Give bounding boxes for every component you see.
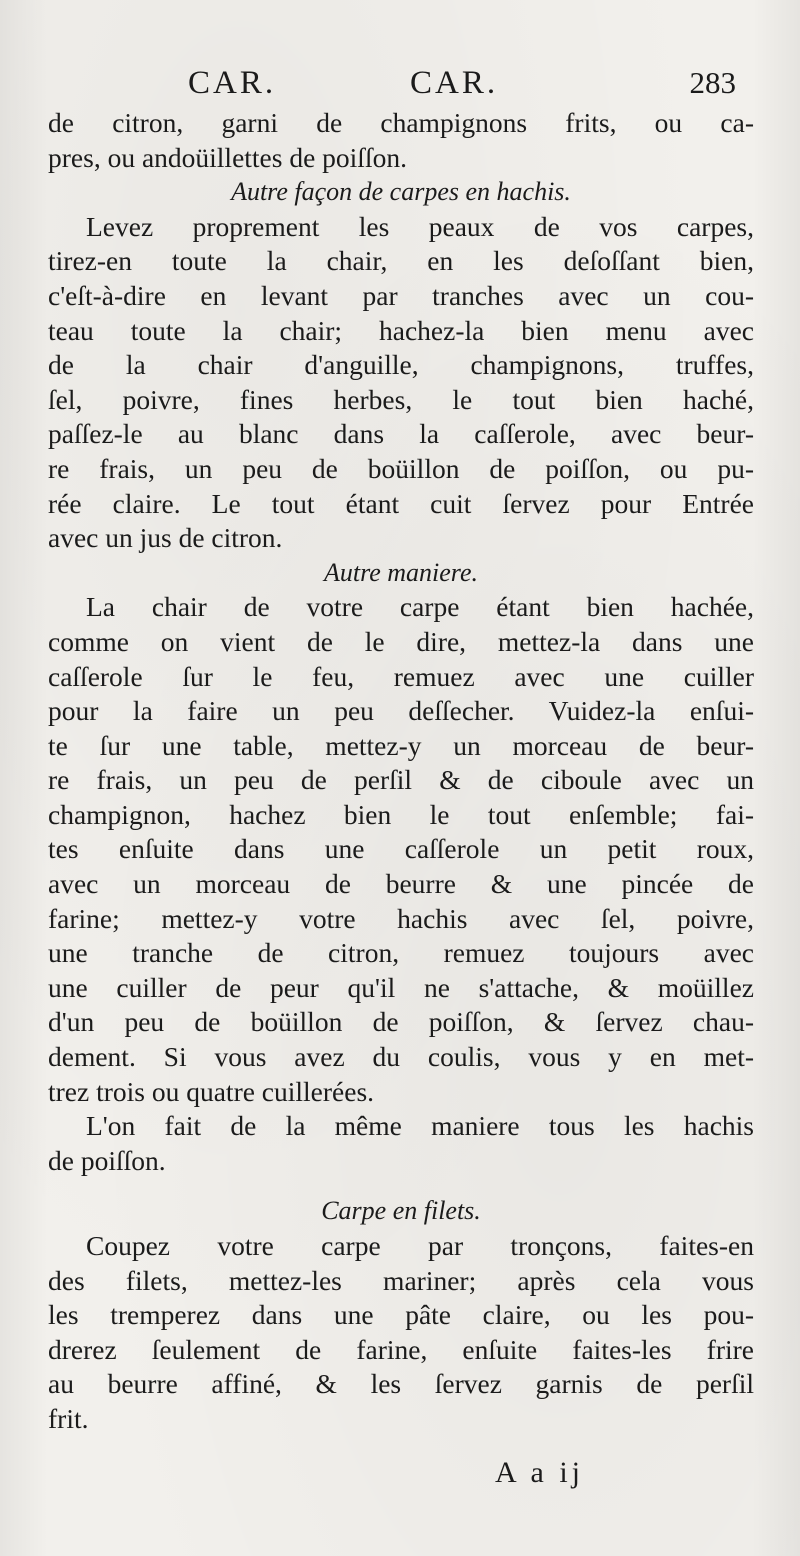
text-line: re frais, un peu de perſil & de ciboule avec un: [48, 764, 754, 796]
text-line: une cuiller de peur qu'il ne s'attache, & moüillez: [48, 971, 754, 1003]
text-line: pour la faire un peu deſſecher. Vuidez-la enſui-: [48, 695, 754, 727]
text-line: re frais, un peu de boüillon de poiſſon, ou pu-: [48, 452, 754, 484]
text-line: de la chair d'anguille, champignons, truffes,: [48, 349, 754, 381]
text-line: une tranche de citron, remuez toujours avec: [48, 937, 754, 969]
text-line: avec un jus de citron.: [48, 522, 283, 554]
page-text: [48, 60, 754, 1495]
section-heading: Carpe en filets.: [321, 1196, 481, 1226]
text-line: paſſez-le au blanc dans la caſſerole, avec beur-: [48, 418, 754, 450]
text-line: comme on vient de le dire, mettez-la dans une: [48, 625, 754, 657]
text-line: caſſerole ſur le feu, remuez avec une cuiller: [48, 660, 754, 692]
running-head-right: CAR.: [410, 65, 499, 101]
text-line: tirez-en toute la chair, en les deſoſſant bien,: [48, 245, 754, 277]
text-line: tes enſuite dans une caſſerole un petit roux,: [48, 833, 754, 865]
text-line: rée claire. Le tout étant cuit ſervez pour Entrée: [48, 487, 754, 519]
text-line: te ſur une table, mettez-y un morceau de beur-: [48, 729, 754, 761]
text-line: drerez ſeulement de farine, enſuite faites-les frire: [48, 1333, 754, 1365]
text-line: de poiſſon.: [48, 1144, 166, 1176]
text-line: La chair de votre carpe étant bien hachée,: [86, 591, 754, 623]
running-head: [48, 60, 754, 106]
text-line: Levez proprement les peaux de vos carpes,: [86, 210, 754, 242]
paragraph-gap: [48, 1178, 754, 1194]
text-line: Coupez votre carpe par tronçons, faites-en: [86, 1230, 754, 1261]
text-line: d'un peu de boüillon de poiſſon, & ſervez chau-: [48, 1006, 754, 1038]
running-head-left: CAR.: [188, 65, 277, 101]
section-heading: Autre façon de carpes en hachis.: [231, 177, 571, 207]
text-line: L'on fait de la même maniere tous les hachis: [86, 1110, 754, 1142]
text-line: frit.: [48, 1402, 89, 1434]
section-heading: Autre maniere.: [323, 557, 479, 587]
text-line: champignon, hachez bien le tout enſemble; fai-: [48, 798, 754, 830]
text-line: teau toute la chair; hachez-la bien menu avec: [48, 314, 754, 346]
text-line: c'eſt-à-dire en levant par tranches avec un cou-: [48, 279, 754, 311]
text-line: pres, ou andoüillettes de poiſſon.: [48, 141, 407, 173]
text-line: ſel, poivre, fines herbes, le tout bien haché,: [48, 383, 754, 415]
signature-mark: A a ij: [495, 1455, 584, 1489]
text-line: au beurre affiné, & les ſervez garnis de perſil: [48, 1368, 754, 1400]
text-line: farine; mettez-y votre hachis avec ſel, poivre,: [48, 902, 754, 934]
text-line: des filets, mettez-les mariner; après cela vous: [48, 1264, 754, 1296]
text-line: dement. Si vous avez du coulis, vous y en met-: [48, 1041, 754, 1073]
text-line: les tremperez dans une pâte claire, ou les pou-: [48, 1299, 754, 1331]
text-line: avec un morceau de beurre & une pincée de: [48, 868, 754, 900]
text-line: de citron, garni de champignons frits, ou ca-: [48, 107, 754, 138]
text-line: trez trois ou quatre cuillerées.: [48, 1075, 375, 1107]
page-number: 283: [689, 65, 736, 100]
